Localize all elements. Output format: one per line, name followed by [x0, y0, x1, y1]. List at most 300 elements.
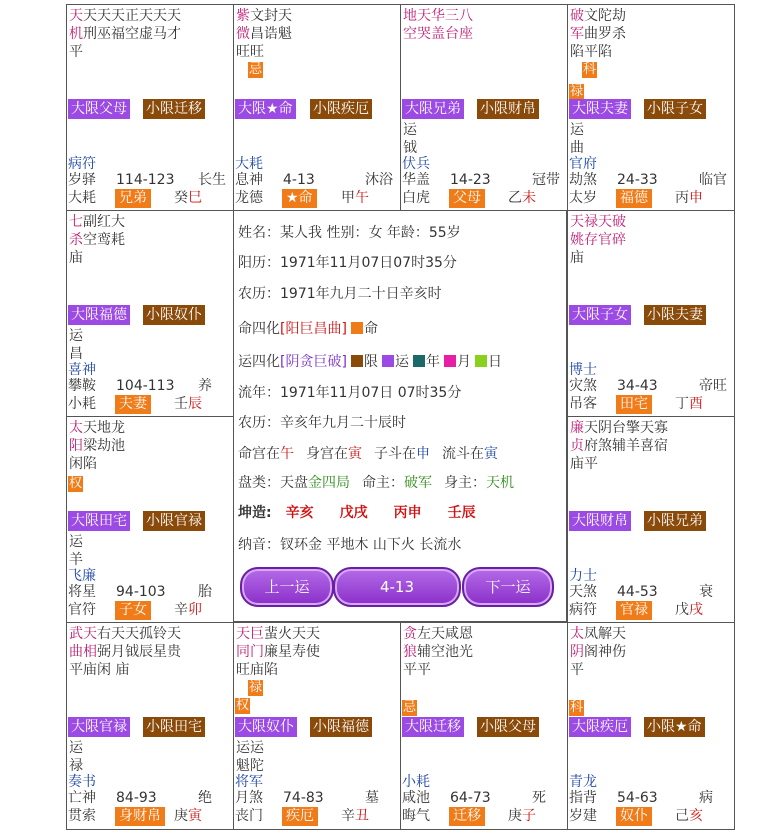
star-list [69, 625, 181, 679]
jiangqian-star: 龙德 [235, 190, 263, 206]
star-list [236, 7, 292, 61]
minor-palace-tag[interactable]: 小限奴仆 [143, 305, 205, 325]
main-star: 阴 [570, 644, 584, 660]
sihua-row [402, 699, 417, 716]
lunar-date: 农历：1971年九月二十日辛亥时 [238, 286, 442, 302]
stem-branch [675, 807, 703, 825]
main-star: 空哭盖台座 [403, 26, 473, 42]
minor-stars: 府煞辅羊喜宿 [584, 438, 668, 454]
jiangqian-star: 吊客 [569, 396, 597, 412]
age-range: 84-93 [116, 790, 157, 806]
palace-cell-zi[interactable] [400, 622, 568, 830]
minor-stars: 廉星寿使 [264, 644, 320, 660]
suiqian-star: 攀鞍 [68, 378, 96, 394]
stem-branch [675, 395, 703, 413]
twelve-god: 力士 [569, 568, 597, 584]
minor-palace-tag[interactable]: 小限田宅 [143, 717, 205, 737]
palace-cell-chou[interactable] [233, 622, 401, 830]
palace-name-row [569, 189, 735, 207]
main-star: 平 [570, 662, 584, 678]
year-star-row [569, 171, 735, 189]
flow-stars [69, 327, 83, 363]
sihua-badge: 禄 [570, 84, 584, 99]
main-star: 旺旺 [236, 44, 264, 60]
liudou-label: 流斗在 [442, 446, 484, 462]
life-phase: 绝 [198, 790, 212, 806]
flow-star: 昌 [69, 346, 83, 362]
main-star: 同门 [236, 644, 264, 660]
ming-zhu-label: 命主： [362, 475, 404, 491]
jiangqian-star: 岁建 [569, 808, 597, 824]
palace-cell-xu[interactable] [567, 416, 735, 623]
decade-palace-tag[interactable]: 大限子女 [569, 305, 631, 325]
palace-cell-shen[interactable] [567, 4, 735, 211]
stem-branch [508, 807, 536, 825]
year-star-row [68, 789, 234, 807]
minor-stars: 副红大 [83, 214, 125, 230]
age-range: 64-73 [450, 790, 491, 806]
palace-name-row [569, 395, 735, 413]
main-star: 太 [69, 420, 83, 436]
star-list [236, 625, 320, 679]
main-star: 武天 [69, 626, 97, 642]
twelve-god: 大耗 [235, 156, 263, 172]
minor-stars: 陷 [83, 456, 97, 472]
sihua-badge: 忌 [403, 700, 417, 715]
stem-branch [174, 601, 202, 619]
minor-stars: 昌诰魁 [250, 26, 292, 42]
teal-swatch [413, 355, 425, 367]
life-phase: 胎 [198, 584, 212, 600]
sihua-badge: 权 [69, 476, 83, 491]
minor-palace-tag[interactable]: 小限疾厄 [310, 99, 372, 119]
main-star: 姚存官碎 [570, 232, 626, 248]
palace-name-row [68, 807, 234, 825]
palace-name[interactable]: 夫妻 [115, 395, 151, 414]
star-list [69, 213, 125, 267]
suiqian-star: 岁驿 [68, 172, 96, 188]
bazi-month: 戊戌 [339, 505, 368, 521]
minor-stars: 右天天孤铃天 [97, 626, 181, 642]
heavenly-stem: 辛 [341, 808, 355, 824]
suiqian-star: 华盖 [402, 172, 430, 188]
year-star-row [235, 171, 401, 189]
life-phase: 病 [699, 790, 713, 806]
main-star: 旺庙 [236, 662, 264, 678]
suiqian-star: 劫煞 [569, 172, 597, 188]
ming-sihua-stars: [阳巨昌曲] [280, 321, 347, 337]
earthly-branch: 申 [689, 190, 703, 206]
minor-stars: 辅空池光 [417, 644, 473, 660]
earthly-branch: 午 [355, 190, 369, 206]
bazi-label: 坤造: [238, 505, 272, 521]
minor-palace-tag[interactable]: 小限福德 [310, 717, 372, 737]
twelve-god: 飞廉 [68, 568, 96, 584]
main-star: 平庙 [69, 662, 97, 678]
palace-name[interactable]: 疾厄 [282, 807, 318, 826]
year-star-row [569, 789, 735, 807]
palace-name[interactable]: 官禄 [616, 601, 652, 620]
earthly-branch: 未 [522, 190, 536, 206]
main-star: 庙 [69, 250, 83, 266]
zidou-branch: 申 [416, 446, 430, 462]
info-row [238, 253, 457, 273]
earthly-branch: 巳 [188, 190, 202, 206]
brown-swatch [351, 355, 363, 367]
earthly-branch: 辰 [188, 396, 202, 412]
palace-name-row [402, 807, 568, 825]
sihua-row [248, 61, 263, 78]
palace-cell-you[interactable] [567, 210, 735, 417]
earthly-branch: 卯 [188, 602, 202, 618]
decade-palace-tag[interactable]: 大限兄弟 [402, 99, 464, 119]
next-decade-button[interactable]: 下一运 [462, 567, 554, 607]
heavenly-stem: 甲 [341, 190, 355, 206]
age-range: 4-13 [283, 172, 315, 188]
minor-palace-tag[interactable]: 小限夫妻 [644, 305, 706, 325]
minor-stars: 梁劫池 [83, 438, 125, 454]
flow-stars [69, 739, 83, 775]
minor-palace-tag[interactable]: 小限★命 [644, 717, 705, 737]
decade-palace-tag[interactable]: 大限财帛 [569, 511, 631, 531]
year-star-row [402, 171, 568, 189]
liudou-branch: 寅 [484, 446, 498, 462]
decade-palace-tag[interactable]: 大限田宅 [68, 511, 130, 531]
ming-zhu: 破军 [404, 475, 432, 491]
star-list [570, 625, 626, 679]
palace-name[interactable]: 田宅 [616, 395, 652, 414]
main-star: 七 [69, 214, 83, 230]
main-star: 平 [403, 662, 417, 678]
bazi-hour: 壬辰 [447, 505, 476, 521]
heavenly-stem: 庚 [508, 808, 522, 824]
main-star: 天 [69, 8, 83, 24]
palace-name-row [402, 189, 568, 207]
decade-palace-tag[interactable]: 大限福德 [68, 305, 130, 325]
palace-name-row [68, 395, 234, 413]
jiangqian-star: 晦气 [402, 808, 430, 824]
flow-stars [403, 121, 417, 157]
palace-name[interactable]: 奴仆 [616, 807, 652, 826]
age-range: 14-23 [450, 172, 491, 188]
minor-palace-tag[interactable]: 小限迁移 [143, 99, 205, 119]
palace-name[interactable]: ★命 [282, 189, 317, 208]
decade-palace-tag[interactable]: 大限夫妻 [569, 99, 631, 119]
decade-palace-tag[interactable]: 大限疾厄 [569, 717, 631, 737]
minor-stars: 曲罗杀 [584, 26, 626, 42]
stem-branch [341, 189, 369, 207]
sihua-row [569, 699, 584, 716]
flow-star: 魁陀 [236, 758, 264, 774]
palace-name[interactable]: 迁移 [449, 807, 485, 826]
lime-swatch [475, 355, 487, 367]
earthly-branch: 寅 [188, 808, 202, 824]
sihua-row [235, 697, 250, 714]
suiqian-star: 灾煞 [569, 378, 597, 394]
sihua-badge: 忌 [249, 62, 263, 77]
palace-name-row [569, 601, 735, 619]
twelve-god: 伏兵 [402, 156, 430, 172]
year-star-row [68, 171, 234, 189]
age-range: 114-123 [116, 172, 175, 188]
yun-legend: 运 [394, 354, 409, 370]
current-decade-display[interactable]: 4-13 [333, 567, 461, 607]
suiqian-star: 指背 [569, 790, 597, 806]
twelve-god: 小耗 [402, 774, 430, 790]
life-phase: 临官 [699, 172, 727, 188]
decade-palace-tag[interactable]: 大限迁移 [402, 717, 464, 737]
twelve-god: 博士 [569, 362, 597, 378]
main-star: 陷 [570, 44, 584, 60]
palace-name[interactable]: 身财帛 [115, 807, 165, 826]
age-range: 104-113 [116, 378, 175, 394]
year-star-row [68, 583, 234, 601]
minor-stars: 天地龙 [83, 420, 125, 436]
main-star: 军 [570, 26, 584, 42]
star-list [69, 419, 125, 473]
heavenly-stem: 壬 [174, 396, 188, 412]
heavenly-stem: 癸 [174, 190, 188, 206]
life-phase: 冠带 [532, 172, 560, 188]
year-star-row [235, 789, 401, 807]
info-row [238, 444, 498, 464]
shen-zhu: 天机 [486, 475, 514, 491]
palace-name[interactable]: 子女 [115, 601, 151, 620]
stem-branch [508, 189, 536, 207]
main-star: 贪 [403, 626, 417, 642]
minor-stars: 凤解天 [584, 626, 626, 642]
five-element-bureau: 金四局 [308, 475, 350, 491]
stem-branch [675, 601, 703, 619]
twelve-god: 病符 [68, 156, 96, 172]
decade-palace-tag[interactable]: 大限父母 [68, 99, 130, 119]
suiqian-star: 月煞 [235, 790, 263, 806]
minor-palace-tag[interactable]: 小限兄弟 [644, 511, 706, 531]
magenta-swatch [444, 355, 456, 367]
star-list [570, 419, 668, 473]
palace-cell-si[interactable] [66, 4, 234, 211]
main-star: 狼 [403, 644, 417, 660]
star-list [570, 213, 626, 267]
life-phase: 墓 [365, 790, 379, 806]
sihua-badge: 禄 [249, 680, 263, 695]
flow-lunar: 农历：辛亥年九月二十辰时 [238, 415, 406, 431]
info-row [238, 319, 378, 339]
main-star: 破 [570, 8, 584, 24]
year-star-row [569, 377, 735, 395]
palace-name[interactable]: 父母 [449, 189, 485, 208]
earthly-branch: 子 [522, 808, 536, 824]
jiangqian-star: 丧门 [235, 808, 263, 824]
heavenly-stem: 乙 [508, 190, 522, 206]
flow-stars [570, 121, 584, 157]
sihua-badge: 权 [236, 698, 250, 713]
minor-stars: 平 [417, 662, 431, 678]
minor-stars: 平陷 [584, 44, 612, 60]
info-row [238, 383, 461, 403]
jiangqian-star: 大耗 [68, 190, 96, 206]
info-row [238, 223, 461, 243]
minor-stars: 文封天 [250, 8, 292, 24]
zidou-label: 子斗在 [374, 446, 416, 462]
flow-star: 曲 [570, 140, 584, 156]
bazi-day: 丙申 [393, 505, 422, 521]
shen-zhu-label: 身主： [444, 475, 486, 491]
jiangqian-star: 贯索 [68, 808, 96, 824]
age-range: 74-83 [283, 790, 324, 806]
stem-branch [174, 189, 202, 207]
palace-name[interactable]: 兄弟 [115, 189, 151, 208]
flow-star: 运 [69, 328, 83, 344]
minor-stars: 刑巫福空虚马才 [83, 26, 181, 42]
flow-star: 禄 [69, 758, 83, 774]
main-star: 廉 [570, 420, 584, 436]
yue-legend: 月 [456, 354, 471, 370]
ri-legend: 日 [487, 354, 502, 370]
life-phase: 衰 [699, 584, 713, 600]
main-star: 庙 [570, 250, 584, 266]
year-star-row [68, 377, 234, 395]
minor-stars: 蜚火天天 [264, 626, 320, 642]
heavenly-stem: 戊 [675, 602, 689, 618]
life-phase: 死 [532, 790, 546, 806]
suiqian-star: 息神 [235, 172, 263, 188]
bazi-year: 辛亥 [285, 505, 314, 521]
main-star: 杀 [69, 232, 83, 248]
flow-star: 运 [403, 122, 417, 138]
minor-stars: 空鸾耗 [83, 232, 125, 248]
main-star: 天禄天破 [570, 214, 626, 230]
suiqian-star: 亡神 [68, 790, 96, 806]
shen-palace-label: 身宫在 [306, 446, 348, 462]
minor-stars: 天天天正天天天 [83, 8, 181, 24]
decade-palace-tag[interactable]: 大限★命 [235, 99, 296, 119]
palace-name-row [235, 807, 401, 825]
main-star: 机 [69, 26, 83, 42]
flow-star: 钺 [403, 140, 417, 156]
heavenly-stem: 己 [675, 808, 689, 824]
prev-decade-button[interactable]: 上一运 [240, 567, 334, 607]
minor-palace-tag[interactable]: 小限官禄 [143, 511, 205, 531]
nayin: 纳音：钗环金 平地木 山下火 长流水 [238, 537, 462, 553]
flow-stars [69, 533, 83, 569]
info-row [238, 473, 514, 493]
center-info-panel [233, 210, 567, 622]
twelve-god: 官府 [569, 156, 597, 172]
minor-stars: 陷 [264, 662, 278, 678]
jiangqian-star: 病符 [569, 602, 597, 618]
flow-star: 运 [69, 534, 83, 550]
palace-name-row [68, 601, 234, 619]
year-star-row [569, 583, 735, 601]
solar-date: 阳历：1971年11月07日07时35分 [238, 255, 457, 271]
palace-cell-mao[interactable] [66, 416, 234, 623]
flow-year: 流年：1971年11月07日 07时35分 [238, 385, 462, 401]
main-star: 地天华三八 [403, 8, 473, 24]
age-range: 94-103 [116, 584, 166, 600]
palace-name[interactable]: 福德 [616, 189, 652, 208]
info-row [238, 284, 442, 304]
main-star: 紫 [236, 8, 250, 24]
stem-branch [341, 807, 369, 825]
suiqian-star: 将星 [68, 584, 96, 600]
ming-legend: 命 [363, 321, 378, 337]
minor-palace-tag[interactable]: 小限子女 [644, 99, 706, 119]
sihua-row [582, 61, 597, 78]
palace-cell-yin[interactable] [66, 622, 234, 830]
name-gender-age: 姓名：某人我 性别：女 年龄：55岁 [238, 225, 461, 241]
sihua-row [569, 83, 584, 100]
sihua-badge: 科 [583, 62, 597, 77]
stem-branch [174, 807, 202, 825]
main-star: 曲相 [69, 644, 97, 660]
info-row [238, 352, 502, 372]
main-star: 太 [570, 626, 584, 642]
minor-stars: 阁神伤 [584, 644, 626, 660]
yun-sihua-stars: [阴贪巨破] [280, 354, 347, 370]
jiangqian-star: 白虎 [402, 190, 430, 206]
palace-name-row [235, 189, 401, 207]
ming-sihua-label: 命四化 [238, 321, 280, 337]
heavenly-stem: 庚 [174, 808, 188, 824]
age-range: 54-63 [617, 790, 658, 806]
info-row [238, 535, 461, 555]
palace-cell-wu[interactable] [233, 4, 401, 211]
palace-cell-chen[interactable] [66, 210, 234, 417]
palace-name-row [569, 807, 735, 825]
decade-palace-tag[interactable]: 大限官禄 [68, 717, 130, 737]
info-row [238, 413, 406, 433]
minor-stars: 闲 庙 [97, 662, 130, 678]
flow-star: 运 [69, 740, 83, 756]
flow-stars [236, 739, 264, 775]
star-list [570, 7, 626, 61]
decade-palace-tag[interactable]: 大限奴仆 [235, 717, 297, 737]
heavenly-stem: 丁 [675, 396, 689, 412]
palace-cell-wei[interactable] [400, 4, 568, 211]
life-phase: 帝旺 [699, 378, 727, 394]
suiqian-star: 咸池 [402, 790, 430, 806]
twelve-god: 喜神 [68, 362, 96, 378]
year-star-row [402, 789, 568, 807]
ziwei-chart [66, 4, 736, 830]
purple-swatch [382, 355, 394, 367]
flow-star: 运 [570, 122, 584, 138]
main-star: 平 [69, 44, 83, 60]
main-star: 天巨 [236, 626, 264, 642]
sihua-row [248, 679, 263, 696]
star-list [403, 625, 473, 679]
sihua-badge: 科 [570, 700, 584, 715]
minor-stars: 天阴台擎天寡 [584, 420, 668, 436]
palace-cell-hai[interactable] [567, 622, 735, 830]
twelve-god: 奏书 [68, 774, 96, 790]
life-phase: 长生 [198, 172, 226, 188]
minor-stars: 文陀劫 [584, 8, 626, 24]
minor-palace-tag[interactable]: 小限父母 [477, 717, 539, 737]
chart-type: 盘类：天盘 [238, 475, 308, 491]
minor-palace-tag[interactable]: 小限财帛 [477, 99, 539, 119]
age-range: 24-33 [617, 172, 658, 188]
life-phase: 养 [198, 378, 212, 394]
flow-star: 运运 [236, 740, 264, 756]
minor-stars: 平 [584, 456, 598, 472]
minor-stars: 左天咸恩 [417, 626, 473, 642]
stem-branch [174, 395, 202, 413]
jiangqian-star: 官符 [68, 602, 96, 618]
ming-palace-label: 命宫在 [238, 446, 280, 462]
age-range: 44-53 [617, 584, 658, 600]
